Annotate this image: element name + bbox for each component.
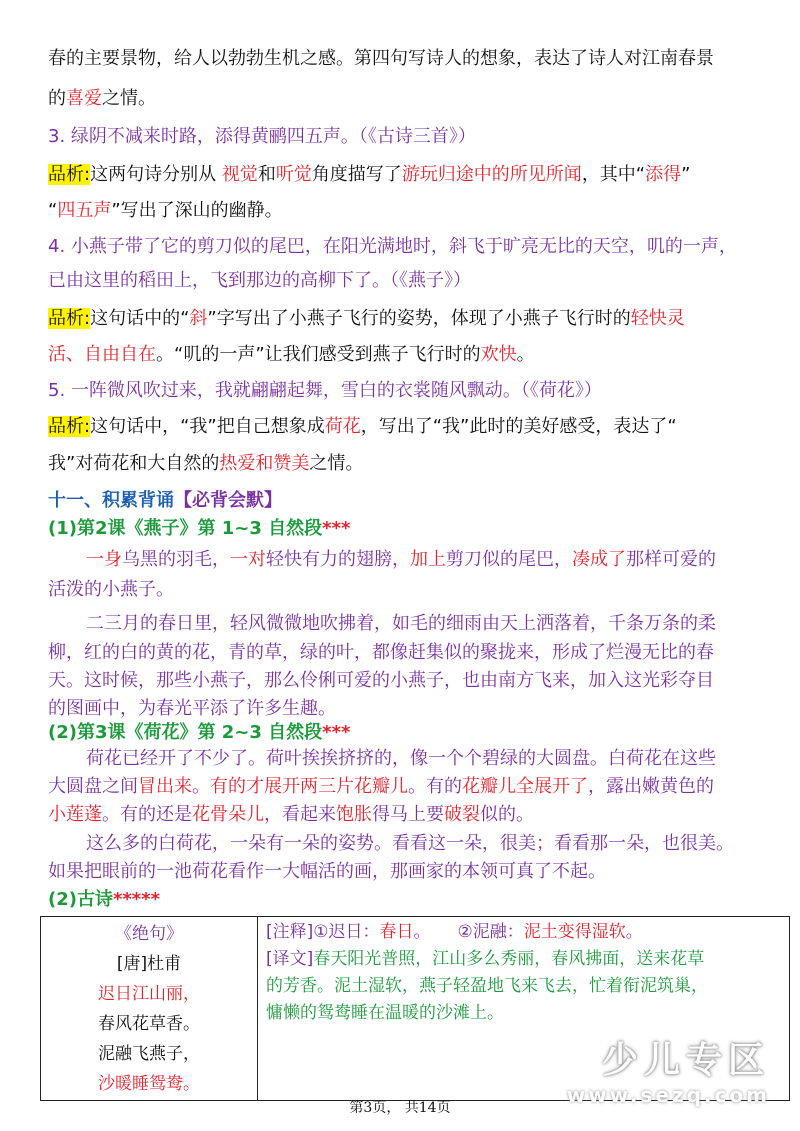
item-5-analysis-2: 我”对荷花和大自然的热爱和赞美之情。 <box>48 453 364 474</box>
analysis-line-2: 的喜爱之情。 <box>48 88 156 109</box>
item-4-quote-1: 4. 小燕子带了它的剪刀似的尾巴，在阳光满地时，斜飞于旷亮无比的天空，叽的一声， <box>48 236 737 257</box>
section-title: 十一、积累背诵【必背会默】 <box>48 490 282 511</box>
page-footer: 第3页， 共14页 <box>349 1100 451 1116</box>
poem-notes: [注释]①迟日：春日。 ②泥融：泥土变得湿软。 <box>266 922 643 942</box>
analysis-line-1: 春的主要景物，给人以勃勃生机之感。第四句写诗人的想象，表达了诗人对江南春景 <box>48 48 714 69</box>
item-4-analysis-2: 活、自由自在。“叽的一声”让我们感受到燕子飞行时的欢快。 <box>48 344 535 365</box>
passage-3-line-1: 荷花已经开了不少了。荷叶挨挨挤挤的，像一个个碧绿的大圆盘。白荷花在这些 <box>86 748 716 769</box>
item-4-analysis-1: 品析:这句话中的“斜”字写出了小燕子飞行的姿势，体现了小燕子飞行时的轻快灵 <box>48 308 685 329</box>
watermark-url: www.sezq.com <box>566 1083 770 1107</box>
poem-line-4: 沙暖睡鸳鸯。 <box>98 1074 200 1094</box>
item-5-quote: 5. 一阵微风吹过来，我就翩翩起舞，雪白的衣裳随风飘动。（《荷花》） <box>48 380 602 401</box>
analysis-label: 品析: <box>48 416 91 437</box>
passage-2-line-1: 二三月的春日里，轻风微微地吹拂着，如毛的细雨由天上洒落着，千条万条的柔 <box>86 613 716 634</box>
poem-line-1: 迟日江山丽， <box>98 984 200 1004</box>
watermark <box>567 1032 770 1107</box>
watermark-brand: 少儿专区 <box>601 1040 770 1081</box>
item-3-analysis-1: 品析:这两句诗分别从 视觉和听觉角度描写了游玩归途中的所见所闻，其中“添得” <box>48 164 691 185</box>
item-4-quote-2: 已由这里的稻田上，飞到那边的高柳下了。（《燕子》） <box>48 270 471 291</box>
passage-3-line-2: 大圆盘之间冒出来。有的才展开两三片花瓣儿。有的花瓣儿全展开了，露出嫩黄色的 <box>48 776 714 797</box>
passage-3-line-3: 小莲蓬。有的还是花骨朵儿，看起来饱胀得马上要破裂似的。 <box>48 804 534 825</box>
poem-line-2: 春风花草香。 <box>98 1014 200 1034</box>
item-3-quote: 3. 绿阴不减来时路，添得黄鹂四五声。（《古诗三首》） <box>48 126 476 147</box>
subsection-1-title: (1)第2课《燕子》第 1~3 自然段*** <box>48 518 351 539</box>
subsection-3-title: (2)古诗***** <box>48 889 161 910</box>
analysis-label: 品析: <box>48 164 91 185</box>
passage-1-line-2: 活泼的小燕子。 <box>48 579 174 600</box>
passage-4-line-1: 这么多的白荷花，一朵有一朵的姿势。看看这一朵，很美；看看那一朵，也很美。 <box>86 833 734 854</box>
poem-text-cell <box>41 917 258 1101</box>
passage-2-line-4: 的图画中，为春光平添了许多生趣。 <box>48 698 336 719</box>
poem-title: 《绝句》 <box>115 924 183 944</box>
subsection-2-title: (2)第3课《荷花》第 2~3 自然段*** <box>48 722 351 743</box>
passage-2-line-3: 天。这时候，那些小燕子，那么伶俐可爱的小燕子，也由南方飞来，加入这光彩夺目 <box>48 670 714 691</box>
item-5-analysis-1: 品析:这句话中，“我”把自己想象成荷花，写出了“我”此时的美好感受，表达了“ <box>48 416 677 437</box>
passage-4-line-2: 如果把眼前的一池荷花看作一大幅活的画，那画家的本领可真了不起。 <box>48 861 606 882</box>
passage-1-line-1: 一身乌黑的羽毛，一对轻快有力的翅膀，加上剪刀似的尾巴，凑成了那样可爱的 <box>86 549 716 570</box>
poem-author: [唐]杜甫 <box>116 954 182 974</box>
passage-2-line-2: 柳，红的白的黄的花，青的草，绿的叶，都像赶集似的聚拢来，形成了烂漫无比的春 <box>48 642 714 663</box>
poem-translation: [译文]春天阳光普照，江山多么秀丽，春风拂面，送来花草 的芳香。泥土湿软，燕子轻盈地飞来飞去，忙着衔泥筑巢， 慵懒的鸳鸯睡在温暖的沙滩上。 <box>266 949 708 1023</box>
item-3-analysis-2: “四五声”写出了深山的幽静。 <box>48 200 283 221</box>
analysis-label: 品析: <box>48 308 91 329</box>
poem-line-3: 泥融飞燕子， <box>98 1044 200 1064</box>
